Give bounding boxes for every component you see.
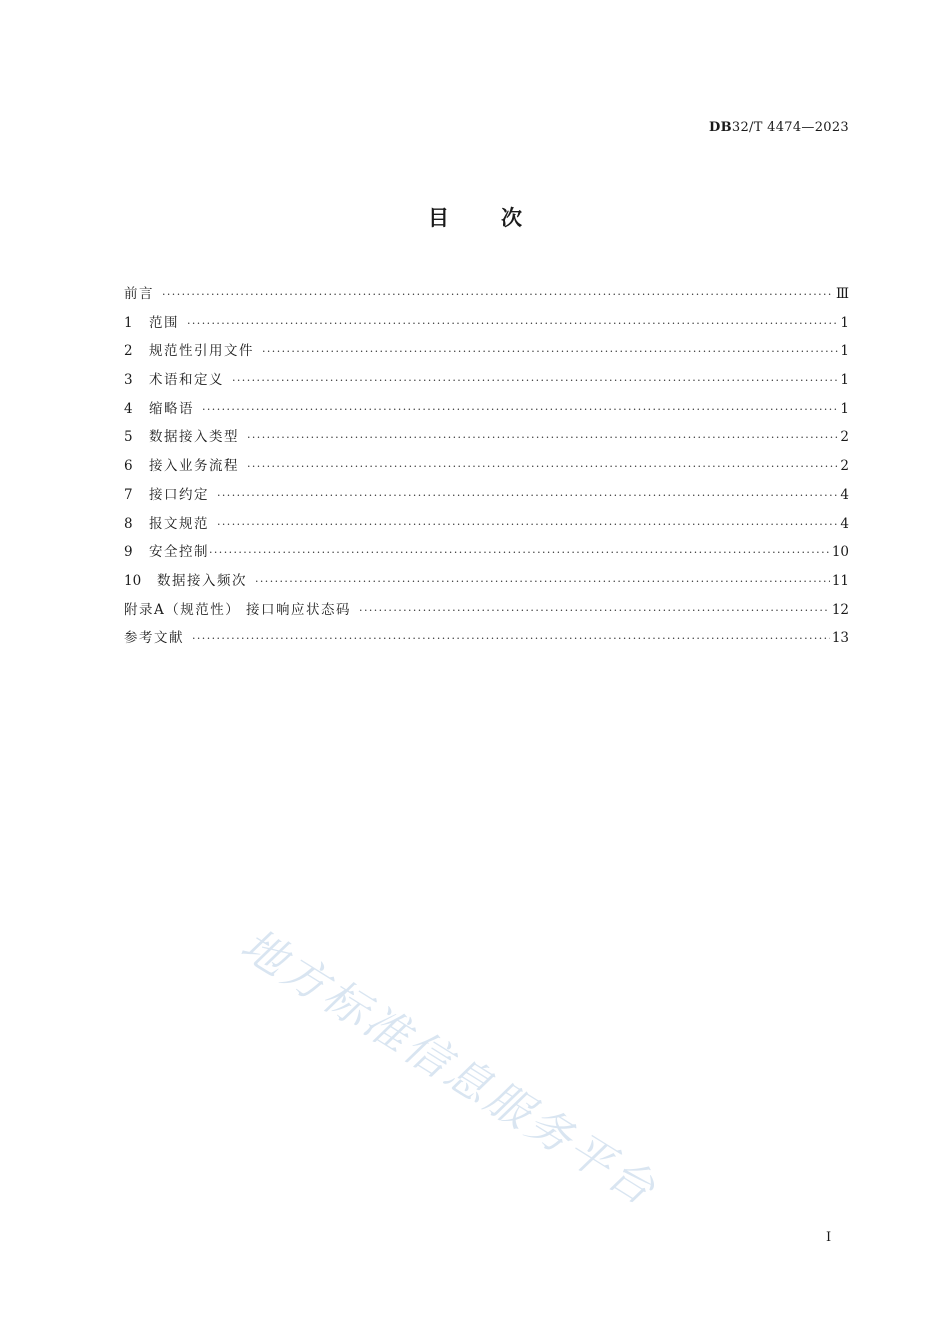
toc-entry-page: 2 (840, 458, 849, 475)
toc-entry-label: 术语和定义 (149, 372, 224, 389)
toc-entry-references[interactable] (124, 626, 849, 655)
document-code-prefix: DB (709, 120, 732, 135)
toc-entry-page: 4 (840, 515, 849, 532)
toc-entry-4[interactable] (124, 397, 849, 426)
toc-entry-label: 报文规范 (149, 515, 209, 532)
toc-entry-2[interactable] (124, 339, 849, 368)
toc-entry-label: 范围 (149, 314, 179, 331)
toc-entry-1[interactable] (124, 311, 849, 340)
toc-entry-3[interactable] (124, 368, 849, 397)
toc-entry-page: 11 (831, 572, 849, 589)
toc-entry-page: 12 (831, 601, 849, 618)
toc-entry-page: 1 (840, 372, 849, 389)
toc-leader (202, 403, 838, 416)
toc-entry-page: 1 (840, 400, 849, 417)
toc-entry-preface[interactable] (124, 282, 849, 311)
toc-entry-10[interactable] (124, 569, 849, 598)
toc-entry-label: 接入业务流程 (149, 458, 239, 475)
toc-leader (247, 460, 838, 473)
toc-entry-appendix-a[interactable] (124, 598, 849, 627)
toc-leader (187, 317, 838, 330)
toc-entry-label: 数据接入类型 (149, 429, 239, 446)
toc-leader (359, 604, 830, 617)
toc-entry-label: 数据接入频次 (157, 572, 247, 589)
toc-entry-7[interactable] (124, 483, 849, 512)
page-number: I (826, 1230, 832, 1245)
toc-entry-8[interactable] (124, 512, 849, 541)
document-code (709, 120, 849, 135)
toc-leader (162, 288, 834, 301)
watermark: 地方标准信息服务平台 (232, 919, 667, 1217)
document-code-rest: 32/T 4474—2023 (731, 120, 849, 135)
toc-leader (217, 489, 838, 502)
toc-entry-9[interactable] (124, 540, 849, 569)
toc-entry-label: 附录A（规范性） 接口响应状态码 (124, 601, 352, 618)
toc-entry-number: 8 (124, 515, 133, 532)
toc-entry-page: Ⅲ (835, 286, 849, 302)
page-title: 目次 (428, 206, 574, 230)
toc-entry-label: 前言 (124, 286, 154, 302)
toc-entry-page: 1 (840, 343, 849, 360)
toc-entry-5[interactable] (124, 425, 849, 454)
toc-entry-number: 10 (124, 572, 142, 589)
toc-entry-number: 5 (124, 429, 133, 446)
toc-entry-page: 10 (831, 544, 849, 561)
toc-entry-page: 13 (831, 630, 849, 647)
toc-entry-number: 4 (124, 400, 133, 417)
toc-entry-label: 参考文献 (124, 630, 184, 647)
toc-leader (255, 575, 830, 588)
toc-entry-number: 3 (124, 372, 133, 389)
toc-leader (217, 518, 838, 531)
toc-entry-number: 9 (124, 544, 133, 561)
toc-entry-page: 4 (840, 486, 849, 503)
toc-entry-label: 规范性引用文件 (149, 343, 254, 360)
toc-entry-page: 2 (840, 429, 849, 446)
toc-entry-label: 接口约定 (149, 486, 209, 503)
toc-entry-page: 1 (840, 314, 849, 331)
toc-entry-number: 1 (124, 314, 133, 331)
toc-leader (232, 374, 838, 387)
toc-entry-number: 7 (124, 486, 133, 503)
toc-leader (192, 632, 830, 645)
toc-leader (262, 345, 838, 358)
table-of-contents (124, 282, 849, 655)
toc-leader (209, 546, 830, 559)
toc-leader (247, 431, 838, 444)
toc-entry-6[interactable] (124, 454, 849, 483)
toc-entry-number: 6 (124, 458, 133, 475)
toc-entry-label: 缩略语 (149, 400, 194, 417)
toc-entry-number: 2 (124, 343, 133, 360)
toc-entry-label: 安全控制 (149, 544, 209, 561)
